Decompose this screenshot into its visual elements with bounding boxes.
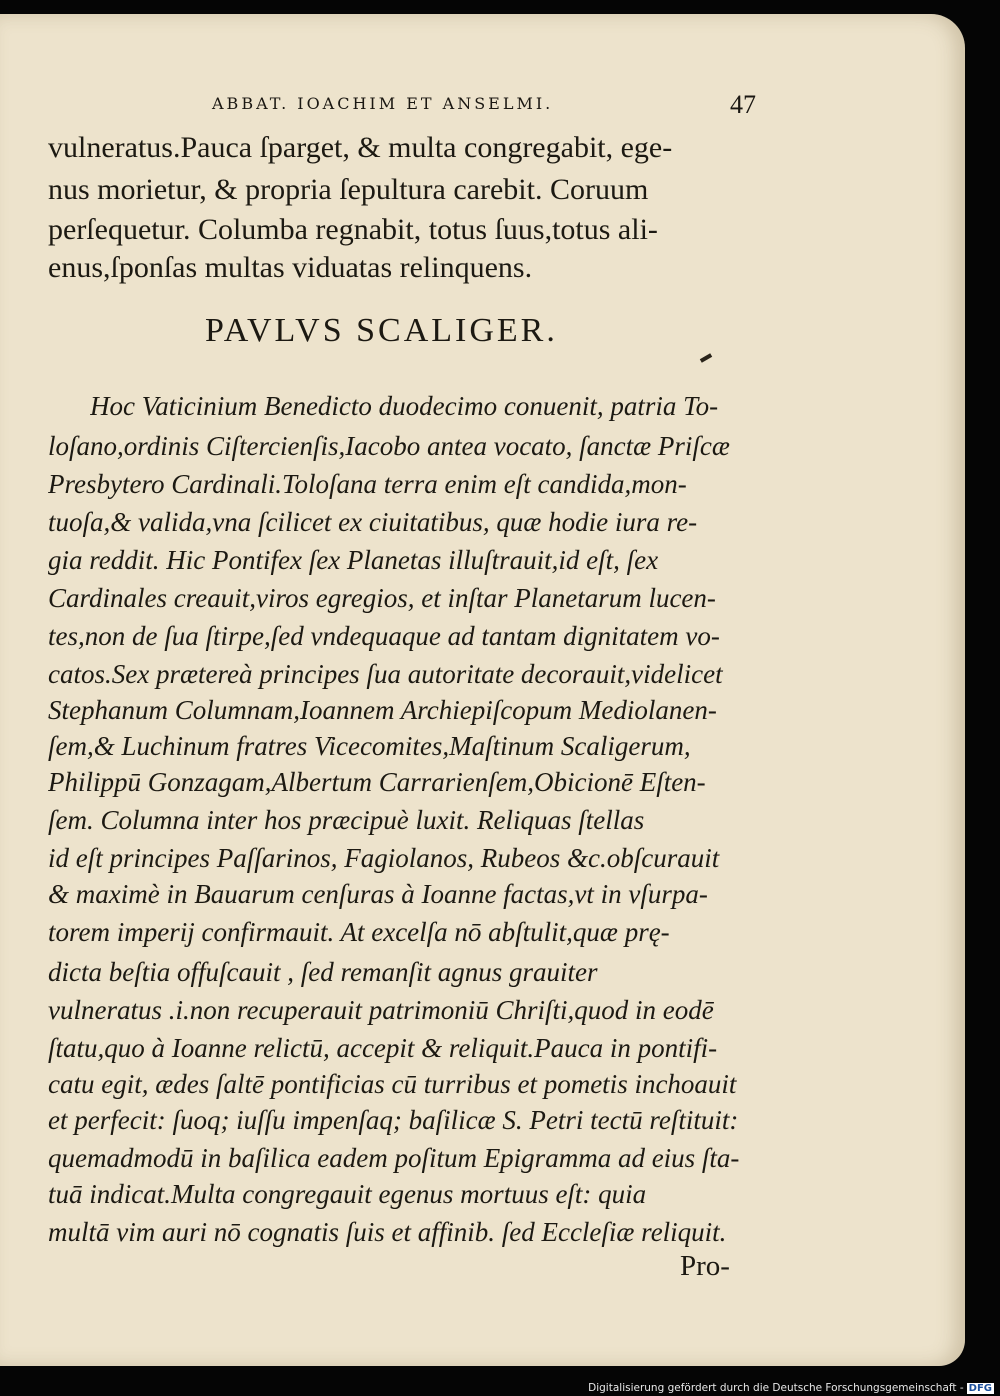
digitization-credit — [588, 1382, 994, 1394]
section-heading: PAVLVS SCALIGER. — [205, 312, 558, 349]
text-line: tuoſa,& valida,vna ſcilicet ex ciuitatibus, quæ hodie iura re- — [48, 507, 698, 537]
text-line: gia reddit. Hic Pontifex ſex Planetas illuſtrauit,id eſt, ſex — [48, 545, 659, 575]
text-line: Hoc Vaticinium Benedicto duodecimo conuenit, patria To- — [90, 391, 719, 421]
text-line: vulneratus .i.non recuperauit patrimoniū Chriſti,quod in eodē — [48, 995, 714, 1025]
text-line: ſem. Columna inter hos præcipuè luxit. Reliquas ſtellas — [48, 805, 645, 835]
catchword: Pro- — [680, 1250, 730, 1282]
text-line: torem imperij confirmauit. At excelſa nō abſtulit,quæ prę- — [48, 917, 670, 947]
text-line: Cardinales creauit,viros egregios, et inſtar Planetarum lucen- — [48, 583, 716, 613]
text-line: Presbytero Cardinali.Toloſana terra enim eſt candida,mon- — [48, 469, 687, 499]
text-line: nus morietur, & propria ſepultura carebit. Coruum — [48, 173, 649, 206]
text-line: tuā indicat.Multa congregauit egenus mortuus eſt: quia — [48, 1179, 647, 1209]
text-line: tes,non de ſua ſtirpe,ſed vndequaque ad tantam dignitatem vo- — [48, 621, 720, 651]
page-number: 47 — [730, 90, 756, 119]
text-line: catos.Sex prætereà principes ſua autoritate decorauit,videlicet — [48, 659, 723, 689]
text-line: multā vim auri nō cognatis ſuis et affinib. ſed Eccleſiæ reliquit. — [48, 1217, 727, 1247]
text-line: perſequetur. Columba regnabit, totus ſuus,totus ali- — [48, 213, 658, 246]
text-line: Philippū Gonzagam,Albertum Carrarienſem,Obicionē Eſten- — [48, 767, 706, 797]
running-head-title: ABBAT. IOACHIM ET ANSELMI. — [212, 94, 554, 113]
text-line: ſem,& Luchinum fratres Vicecomites,Maſtinum Scaligerum, — [48, 731, 691, 761]
text-line: Stephanum Columnam,Ioannem Archiepiſcopum Mediolanen- — [48, 695, 717, 725]
text-line: vulneratus.Pauca ſparget, & multa congregabit, ege- — [48, 131, 673, 164]
text-line: ſtatu,quo à Ioanne relictū, accepit & reliquit.Pauca in pontifi- — [48, 1033, 718, 1063]
text-line: & maximè in Bauarum cenſuras à Ioanne factas,vt in vſurpa- — [48, 879, 708, 909]
text-line: quemadmodū in baſilica eadem poſitum Epigramma ad eius ſta- — [48, 1143, 740, 1173]
text-line: enus,ſponſas multas viduatas relinquens. — [48, 251, 533, 284]
dfg-logo: DFG — [968, 1383, 992, 1394]
text-line: id eſt principes Paſſarinos, Fagiolanos, Rubeos &c.obſcurauit — [48, 843, 720, 873]
credit-text: Digitalisierung gefördert durch die Deutsche Forschungsgemeinschaft - — [588, 1382, 964, 1394]
text-line: catu egit, ædes ſaltē pontificias cū turribus et pometis inchoauit — [48, 1069, 737, 1099]
text-line: et perfecit: ſuoq; iuſſu impenſaq; baſilicæ S. Petri tectū reſtituit: — [48, 1105, 739, 1135]
text-line: loſano,ordinis Ciſtercienſis,Iacobo antea vocato, ſanctæ Priſcæ — [48, 431, 730, 461]
text-line: dicta beſtia offuſcauit , ſed remanſit agnus grauiter — [48, 957, 598, 987]
